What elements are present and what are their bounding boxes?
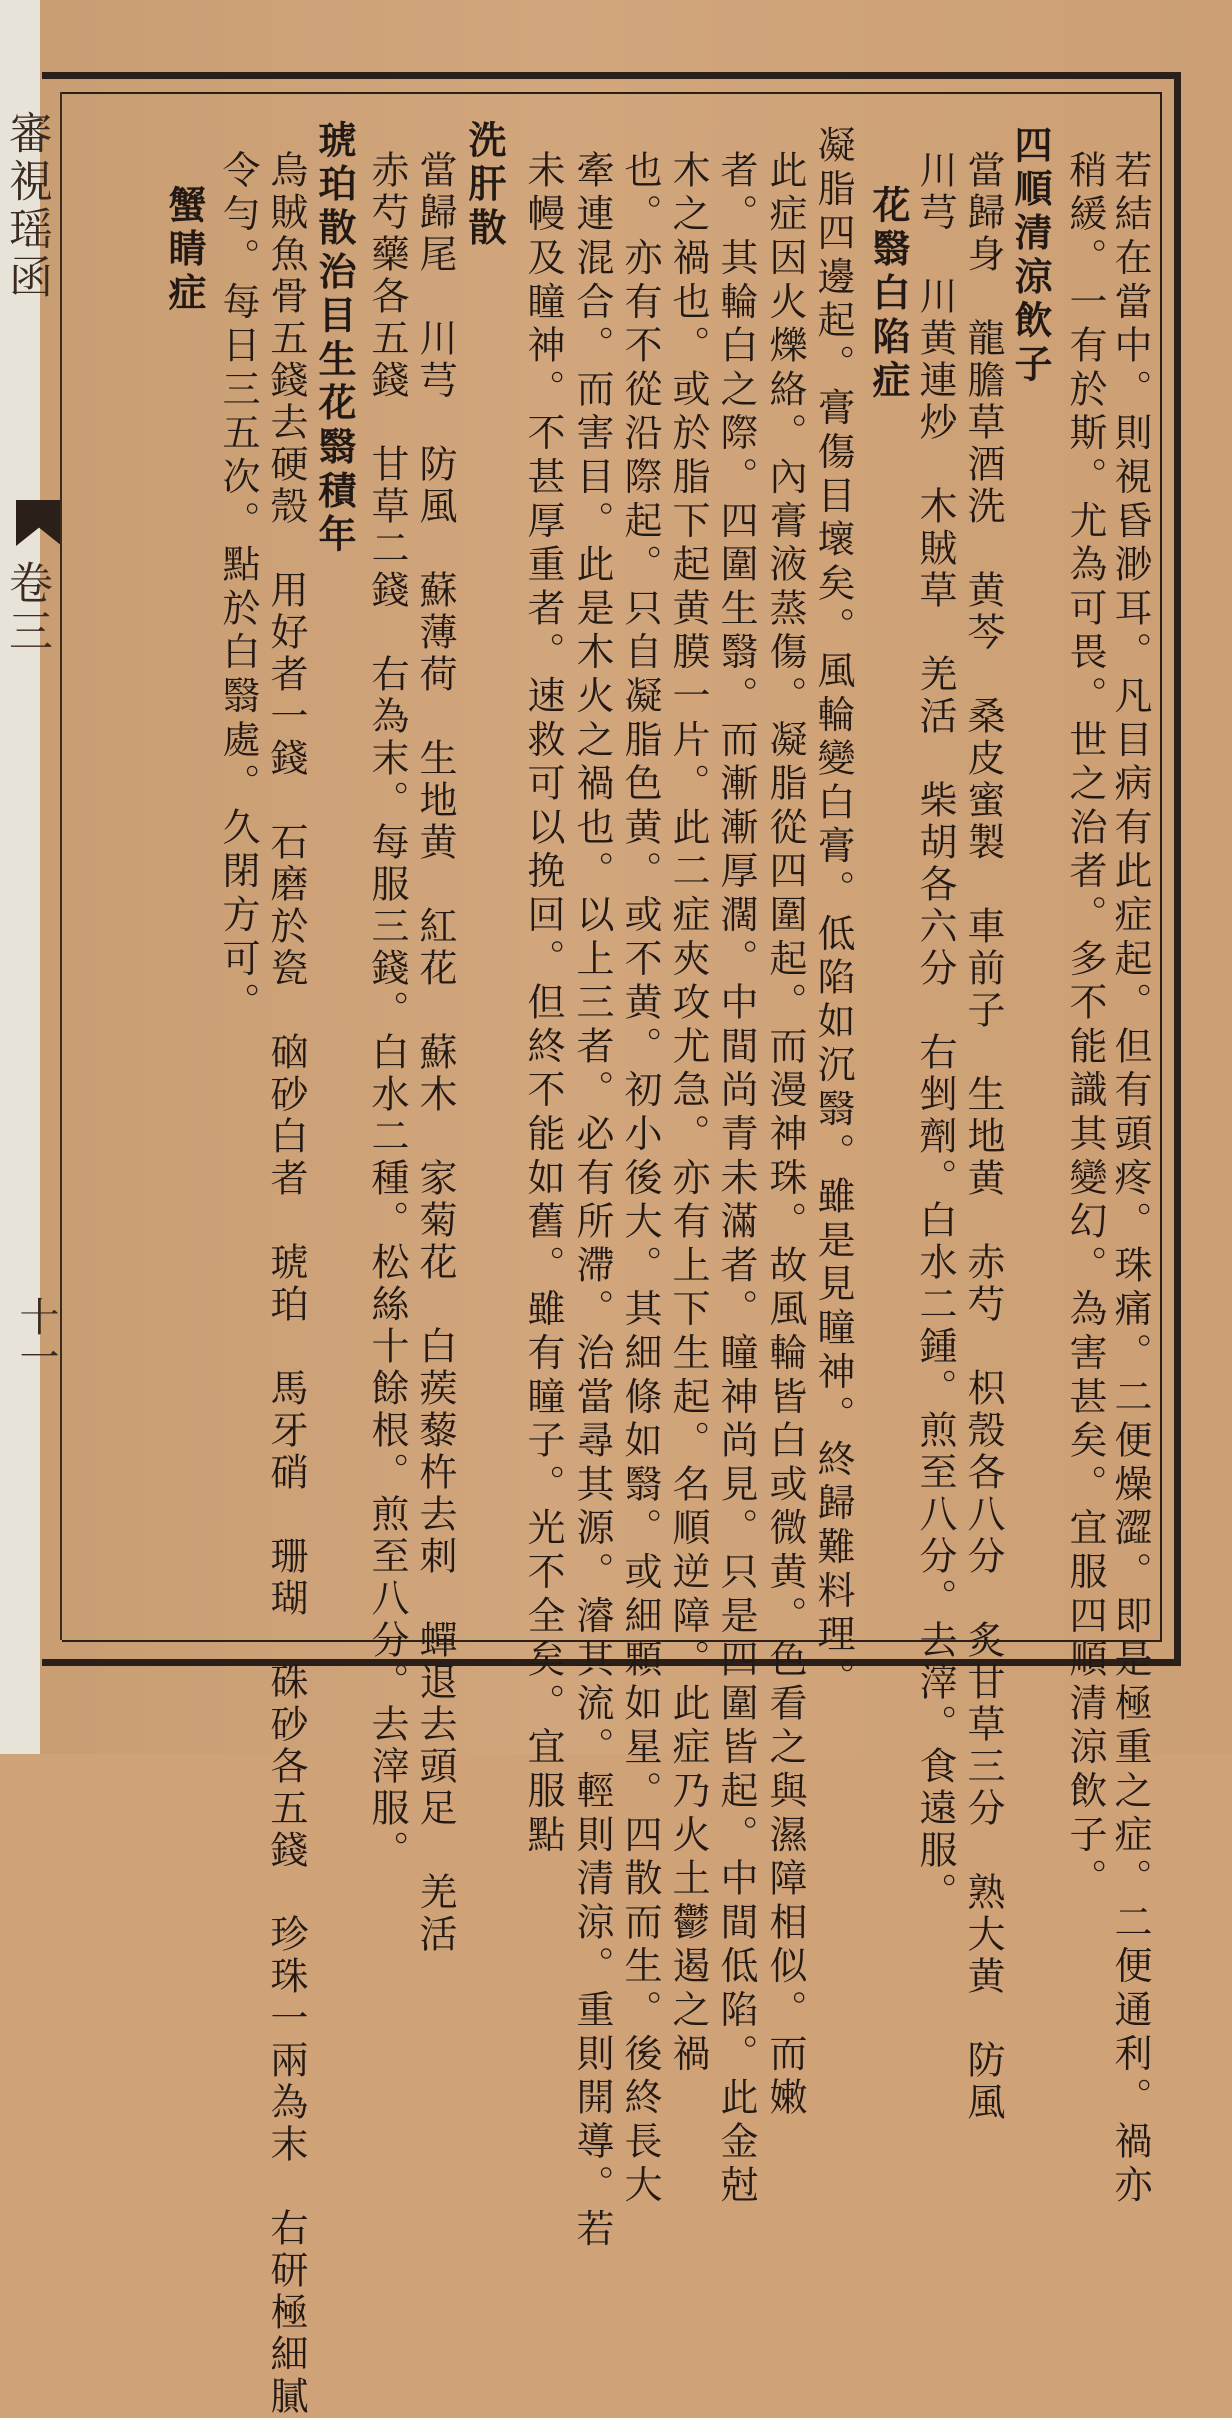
text-column: 此症因火爍絡。內膏液蒸傷。凝脂從四圍起。而漫神珠。故風輪皆白或微黄。色看之與濕障相似。而嫩: [763, 150, 807, 2121]
formula-title: 四順清涼飲子: [1008, 125, 1053, 388]
formula-title: 洗肝散: [462, 120, 507, 252]
verse-column: 凝脂四邊起。膏傷目壞矣。風輪變白膏。低陷如沉翳。雖是見瞳神。終歸難料理。: [811, 125, 855, 1702]
ingredient-column: 赤芍藥各五錢 甘草二錢 右為末。每服三錢。白水二種。松絲十餘根。煎至八分。去滓服。: [365, 150, 409, 1872]
gutter-line: [60, 92, 62, 1640]
margin-page-number: 十一: [13, 1296, 59, 1376]
symptom-title: 蟹睛症: [162, 185, 207, 317]
text-column: 木之禍也。或於脂下起黄膜一片。此二症夾攻尤急。亦有上下生起。名順逆障。此症乃火土鬱遏之禍: [666, 150, 710, 2078]
ingredient-column: 當歸身 龍膽草酒洗 黄芩 桑皮蜜製 車前子 生地黄 赤芍 枳殼各八分 炙甘草三分 熟大黄 防風: [961, 150, 1005, 2124]
formula-title: 琥珀散治目生花翳積年: [312, 120, 357, 558]
ingredient-column: 烏賊魚骨五錢去硬殼 用好者一錢 石磨於瓷 硇砂白者 琥珀 馬牙硝 珊瑚 硃砂各五錢 珍珠一兩為末 右研極細膩: [264, 150, 308, 2418]
text-column: 若結在當中。則視昏渺耳。凡目病有此症起。但有頭疼。珠痛。二便燥澀。即是極重之症。二便通利。禍亦: [1108, 150, 1152, 2209]
text-column: 令勻。每日三五次。點於白翳處。久閉方可。: [216, 150, 260, 1026]
text-column: 也。亦有不從沿際起。只自凝脂色黄。或不黄。初小後大。其細條如翳。或細顆如星。四散而生。後終長大: [618, 150, 662, 2209]
text-column: 牽連混合。而害目。此是木火之禍也。以上三者。必有所滯。治當尋其源。濬其流。輕則清涼。重則開導。若: [570, 150, 614, 2253]
text-column: 者。其輪白之際。四圍生翳。而漸漸厚濶。中間尚青未滿者。瞳神尚見。只是四圍皆起。中間低陷。此金尅: [714, 150, 758, 2209]
ingredient-column: 當歸尾 川芎 防風 蘇薄荷 生地黄 紅花 蘇木 家菊花 白蒺藜杵去刺 蟬退去頭足 羌活: [413, 150, 457, 1956]
margin-volume: 卷三: [1, 560, 52, 656]
ingredient-column: 川芎 川黄連炒 木賊草 羌活 柴胡各六分 右剉劑。白水二鍾。煎至八分。去滓。食遠服。: [913, 150, 957, 1914]
symptom-title: 花翳白陷症: [866, 185, 911, 404]
text-column: 未幔及瞳神。不甚厚重者。速救可以挽回。但終不能如舊。雖有瞳子。光不全矣。宜服點: [521, 150, 565, 1859]
margin-book-title: 審視瑶函: [1, 110, 52, 302]
text-column: 稍緩。一有於斯。尤為可畏。世之治者。多不能識其變幻。為害甚矣。宜服四順清涼飲子。: [1063, 150, 1107, 1902]
